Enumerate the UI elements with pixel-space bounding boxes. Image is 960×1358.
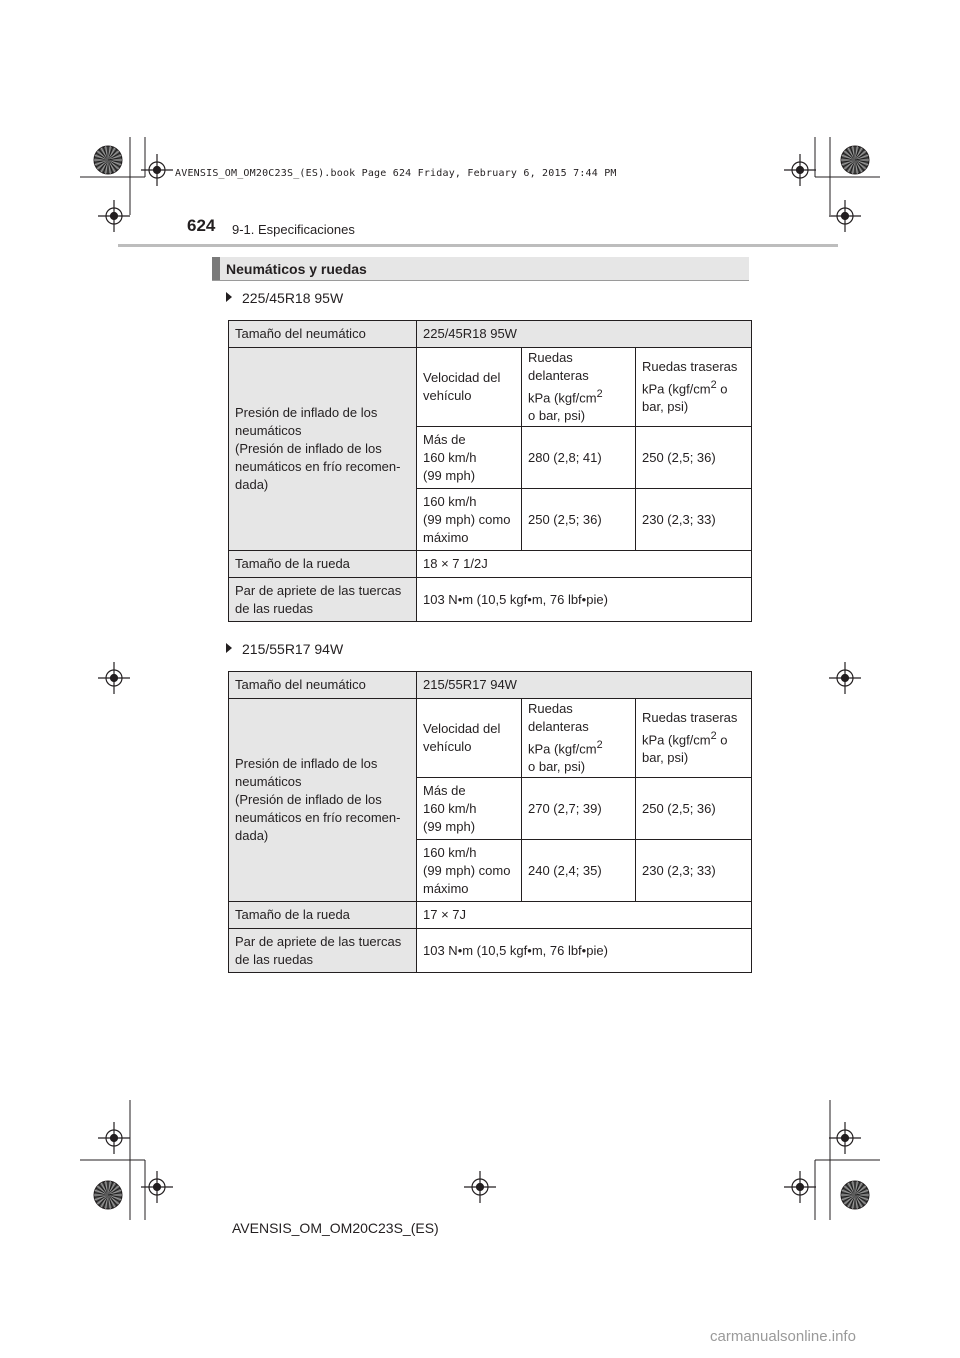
page-number: 624 <box>187 216 216 235</box>
rear-pressure-cell: 230 (2,3; 33) <box>636 840 752 902</box>
triangle-bullet-icon <box>226 292 232 302</box>
section-title-band <box>212 257 749 281</box>
header-rule <box>118 244 838 247</box>
pressure-label: Presión de inflado de los neumáticos (Presión de inflado de los neumáticos en frío recomen- dada) <box>229 699 417 902</box>
torque-label: Par de apriete de las tuercas de las ruedas <box>229 929 417 973</box>
rear-pressure-cell: 230 (2,3; 33) <box>636 489 752 551</box>
wheel-size-label: Tamaño de la rueda <box>229 551 417 578</box>
crosshair-mark-icon <box>141 1171 173 1203</box>
wheel-size-label: Tamaño de la rueda <box>229 902 417 929</box>
starburst-mark-icon <box>94 146 122 174</box>
wheel-size-value: 17 × 7J <box>417 902 752 929</box>
starburst-mark-icon <box>841 1181 869 1209</box>
crosshair-mark-icon <box>98 662 130 694</box>
front-header: Ruedas delanteras kPa ($kgf/cm^2$ o bar, psi) <box>522 348 636 427</box>
tire-size-label: Tamaño del neumático <box>229 321 417 348</box>
starburst-mark-icon <box>841 146 869 174</box>
speed-cell: Más de 160 km/h (99 mph) <box>417 778 522 840</box>
crosshair-mark-icon <box>829 662 861 694</box>
table-row <box>229 929 752 973</box>
spec-table-2 <box>228 671 752 973</box>
variant-heading-1: 225/45R18 95W <box>226 290 343 306</box>
table-row <box>229 672 752 699</box>
speed-header: Velocidad del vehículo <box>417 348 522 427</box>
speed-cell: 160 km/h (99 mph) como máximo <box>417 489 522 551</box>
speed-cell: Más de 160 km/h (99 mph) <box>417 427 522 489</box>
rear-header: Ruedas traseras kPa ($kgf/cm^2$ o bar, psi) <box>636 348 752 427</box>
tire-size-value: 215/55R17 94W <box>417 672 752 699</box>
table-row <box>229 551 752 578</box>
triangle-bullet-icon <box>226 643 232 653</box>
tire-size-label: Tamaño del neumático <box>229 672 417 699</box>
front-pressure-cell: 280 (2,8; 41) <box>522 427 636 489</box>
rear-pressure-cell: 250 (2,5; 36) <box>636 778 752 840</box>
torque-label: Par de apriete de las tuercas de las ruedas <box>229 578 417 622</box>
crosshair-mark-icon <box>141 154 173 186</box>
chapter-title: 9-1. Especificaciones <box>232 222 355 237</box>
variant-heading-2: 215/55R17 94W <box>226 641 343 657</box>
crosshair-mark-icon <box>98 200 130 232</box>
section-title: Neumáticos y ruedas <box>226 261 367 277</box>
torque-value: 103 N•m (10,5 kgf•m, 76 lbf•pie) <box>417 578 752 622</box>
torque-value: 103 N•m (10,5 kgf•m, 76 lbf•pie) <box>417 929 752 973</box>
front-pressure-cell: 240 (2,4; 35) <box>522 840 636 902</box>
crosshair-mark-icon <box>98 1122 130 1154</box>
front-header: Ruedas delanteras kPa ($kgf/cm^2$ o bar, psi) <box>522 699 636 778</box>
wheel-size-value: 18 × 7 1/2J <box>417 551 752 578</box>
section-title-accent <box>212 257 220 280</box>
crosshair-mark-icon <box>784 154 816 186</box>
crosshair-mark-icon <box>829 1122 861 1154</box>
table-row <box>229 578 752 622</box>
crosshair-mark-icon <box>829 200 861 232</box>
front-pressure-cell: 270 (2,7; 39) <box>522 778 636 840</box>
crosshair-mark-icon <box>464 1171 496 1203</box>
table-row <box>229 348 752 427</box>
table-row <box>229 321 752 348</box>
speed-header: Velocidad del vehículo <box>417 699 522 778</box>
crosshair-mark-icon <box>784 1171 816 1203</box>
tire-size-value: 225/45R18 95W <box>417 321 752 348</box>
rear-pressure-cell: 250 (2,5; 36) <box>636 427 752 489</box>
front-pressure-cell: 250 (2,5; 36) <box>522 489 636 551</box>
pressure-label: Presión de inflado de los neumáticos (Presión de inflado de los neumáticos en frío recomen- dada) <box>229 348 417 551</box>
table-row <box>229 902 752 929</box>
speed-cell: 160 km/h (99 mph) como máximo <box>417 840 522 902</box>
site-watermark: carmanualsonline.info <box>710 1328 856 1345</box>
book-stamp: AVENSIS_OM_OM20C23S_(ES).book Page 624 Friday, February 6, 2015 7:44 PM <box>175 168 617 179</box>
rear-header: Ruedas traseras kPa ($kgf/cm^2$ o bar, psi) <box>636 699 752 778</box>
footer-code: AVENSIS_OM_OM20C23S_(ES) <box>232 1220 439 1236</box>
starburst-mark-icon <box>94 1181 122 1209</box>
table-row <box>229 699 752 778</box>
spec-table-1 <box>228 320 752 622</box>
